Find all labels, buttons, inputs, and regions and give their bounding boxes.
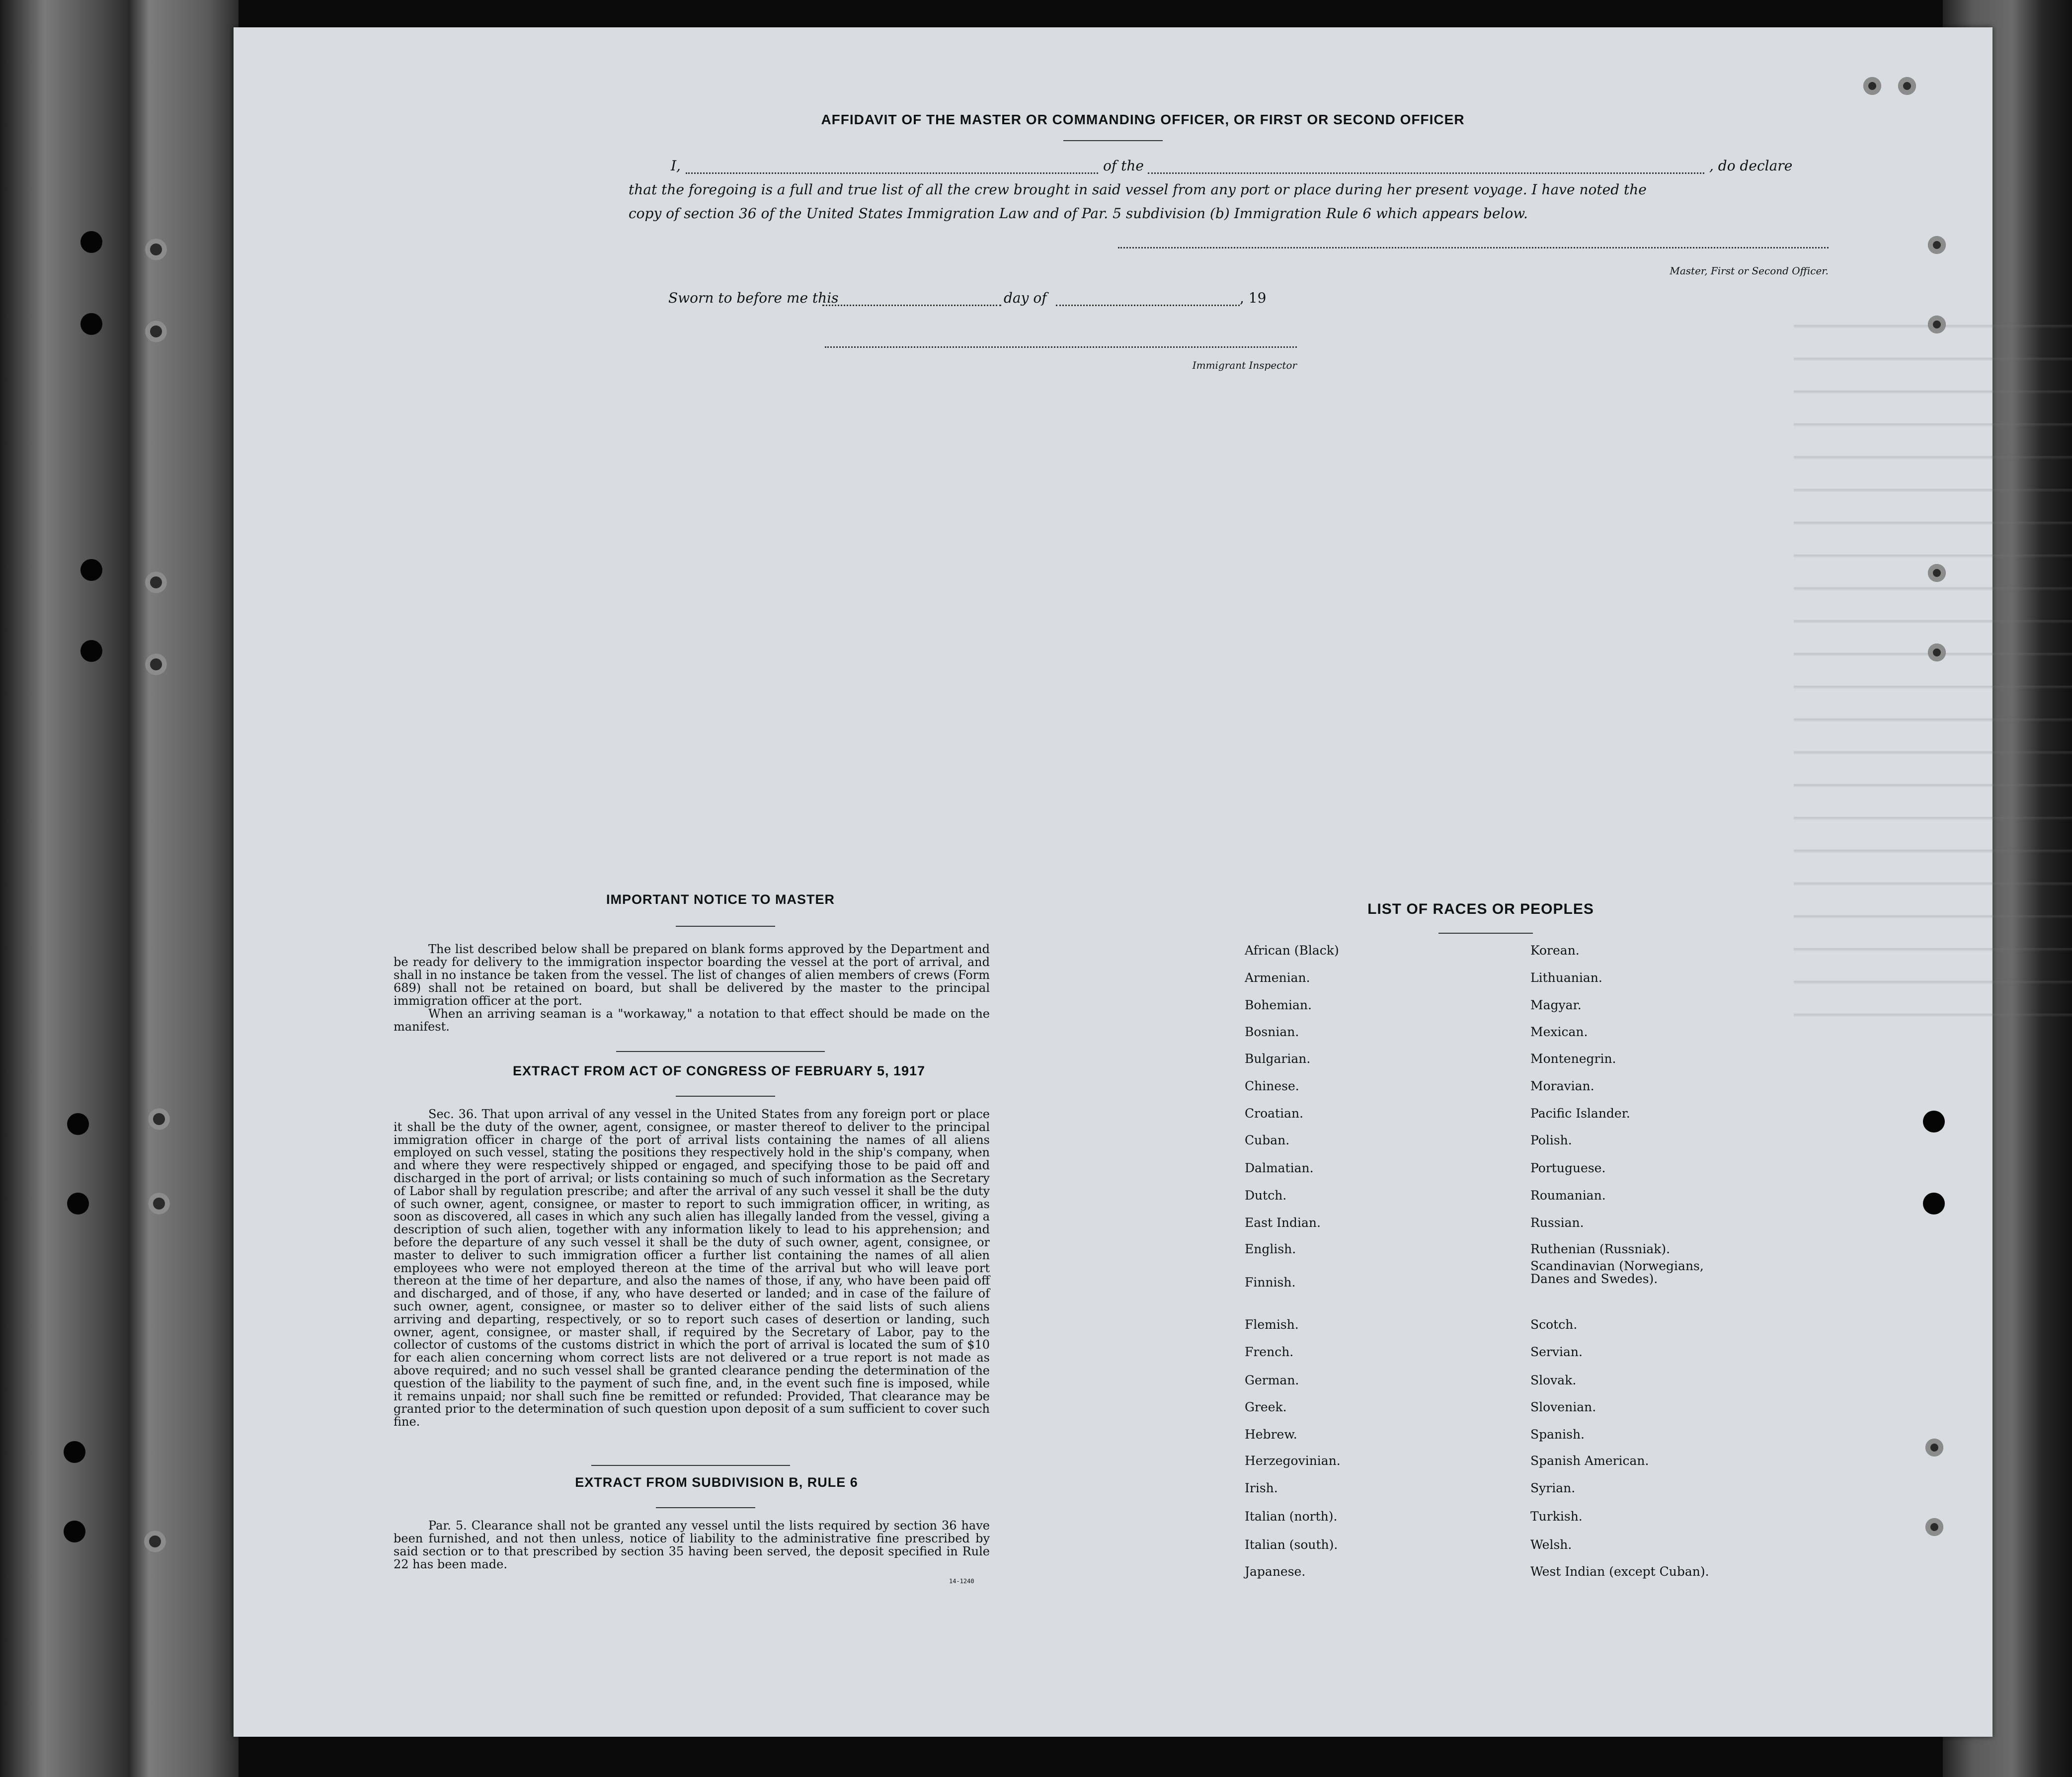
day-of-label: day of [1004, 290, 1047, 306]
race-item: Scandinavian (Norwegians, Danes and Swedes). [1530, 1259, 1704, 1286]
race-item: Lithuanian. [1530, 970, 1602, 985]
race-item: Syrian. [1530, 1481, 1576, 1495]
binder-hole [145, 571, 167, 593]
race-item: Hebrew. [1245, 1427, 1297, 1442]
binder-hole [64, 1441, 85, 1463]
notice-title: IMPORTANT NOTICE TO MASTER [606, 892, 835, 907]
binder-hole [80, 231, 102, 253]
binder-hole [145, 239, 167, 260]
scan-binding-left [0, 0, 239, 1777]
sworn-line [668, 290, 1314, 308]
binder-hole [67, 1193, 89, 1214]
page-hole [1928, 564, 1946, 582]
race-item: African (Black) [1245, 943, 1339, 958]
binder-hole [148, 1193, 170, 1214]
page-hole [1928, 316, 1946, 333]
affidavit-title: AFFIDAVIT OF THE MASTER OR COMMANDING OFFICER, OR FIRST OR SECOND OFFICER [821, 112, 1465, 127]
binder-hole [80, 640, 102, 662]
race-item: Chinese. [1245, 1079, 1299, 1093]
document-page [234, 27, 1992, 1737]
race-item: Irish. [1245, 1481, 1278, 1495]
race-item: English. [1245, 1242, 1296, 1256]
races-title: LIST OF RACES OR PEOPLES [1367, 901, 1594, 917]
race-item: Pacific Islander. [1530, 1106, 1630, 1121]
race-item: Italian (north). [1245, 1509, 1338, 1524]
page-hole [1923, 1193, 1945, 1214]
affidavit-line-3: copy of section 36 of the United States Immigration Law and of Par. 5 subdivision (b) Immigration Rule 6 which appears below. [629, 205, 1528, 222]
page-hole [1923, 1111, 1945, 1132]
race-item: Slovak. [1530, 1373, 1577, 1387]
race-item: French. [1245, 1345, 1294, 1359]
race-item: Magyar. [1530, 998, 1582, 1012]
race-item: West Indian (except Cuban). [1530, 1564, 1709, 1579]
race-item: Bosnian. [1245, 1025, 1299, 1039]
inspector-caption: Immigrant Inspector [1192, 359, 1297, 371]
year-label: , 19 [1240, 290, 1267, 306]
race-item: Moravian. [1530, 1079, 1594, 1093]
notice-paragraph-2: When an arriving seaman is a "workaway," a notation to that effect should be made on the manifest. [394, 1007, 990, 1034]
race-item: Ruthenian (Russniak). [1530, 1242, 1671, 1256]
race-item: Spanish American. [1530, 1454, 1649, 1468]
race-item: Armenian. [1245, 970, 1310, 985]
form-number: 14-1240 [949, 1578, 974, 1585]
divider [1063, 140, 1163, 141]
name-blank [686, 158, 1098, 174]
race-item: Finnish. [1245, 1275, 1296, 1290]
divider [676, 1096, 775, 1097]
race-item: Spanish. [1530, 1427, 1585, 1442]
race-item: Mexican. [1530, 1025, 1588, 1039]
bleed-through-text [1794, 296, 2072, 1041]
race-item: Dalmatian. [1245, 1161, 1314, 1175]
races-right-column [1530, 27, 1809, 1717]
binder-hole [148, 1108, 170, 1130]
notice-paragraph-1: The list described below shall be prepared on blank forms approved by the Department and be ready for delivery to the immigration inspector boarding the vessel at the port of arrival, and shall in no instance be taken from the vessel. The list of changes of alien members of crews (Form 689) shall not be retained on board, but shall be delivered by the master to the principal immigration officer at the port. [394, 942, 990, 1008]
race-item: East Indian. [1245, 1215, 1321, 1230]
binder-hole [67, 1113, 89, 1135]
sworn-label: Sworn to before me this [668, 290, 839, 306]
race-item: German. [1245, 1373, 1299, 1387]
page-hole [1898, 77, 1916, 95]
sworn-month-blank [1056, 290, 1240, 306]
race-item: Bulgarian. [1245, 1051, 1311, 1066]
race-item: Roumanian. [1530, 1188, 1606, 1203]
race-item: Bohemian. [1245, 998, 1312, 1012]
divider [676, 926, 775, 927]
race-item: Italian (south). [1245, 1537, 1338, 1552]
divider [616, 1051, 825, 1052]
race-item: Montenegrin. [1530, 1051, 1616, 1066]
divider [656, 1507, 755, 1508]
act-section-36-text: Sec. 36. That upon arrival of any vessel in the United States from any foreign port or place it shall be the duty of the owner, agent, consignee, or master thereof to deliver to the principal immigration officer in charge of the port of arrival lists containing the names of all aliens employed on such vessel, stating the positions they respectively hold in the ship's company, when and where they were respectively shipped or engaged, and specifying those to be paid off and discharged in the port of arrival; or lists containing so much of such information as the Secretary of Labor shall by regulation prescribe; and after the arrival of any such vessel it shall be the duty of such owner, agent, consignee, or master to report to such immigration officer, in writing, as soon as discovered, all cases in which any such alien has illegally landed from the vessel, giving a description of such alien, together with any information likely to lead to his apprehension; and before the departure of any such vessel it shall be the duty of such owner, agent, consignee, or master to deliver to such immigration officer a further list containing the names of all alien employees who were not employed thereon at the time of the arrival but who will leave port thereon at the time of her departure, and also the names of those, if any, who have been paid off and discharged, and of those, if any, who have deserted or landed; and in case of the failure of such owner, agent, consignee, or master so to deliver either of the said lists of such aliens arriving and departing, respectively, or so to report such cases of desertion or landing, such owner, agent, consignee, or master shall, if required by the Secretary of Labor, pay to the collector of customs of the customs district in which the port of arrival is located the sum of $10 for each alien concerning whom correct lists are not delivered or a true report is not made as above required; and no such vessel shall be granted clearance pending the determination of the question of the liability to the payment of such fine, and, in the event such fine is imposed, while it remains unpaid; nor shall such fine be remitted or refunded: Provided, That clearance may be granted prior to the determination of such question upon deposit of a sum sufficient to cover such fine. [394, 1107, 990, 1429]
sworn-day-blank [822, 290, 1001, 306]
race-item: Portuguese. [1530, 1161, 1606, 1175]
race-item: Herzegovinian. [1245, 1454, 1341, 1468]
race-item: Scotch. [1530, 1317, 1578, 1332]
race-item: Slovenian. [1530, 1400, 1596, 1414]
affidavit-i-label: I, [671, 158, 681, 174]
race-item: Russian. [1530, 1215, 1584, 1230]
divider [591, 1465, 790, 1466]
race-item: Korean. [1530, 943, 1580, 958]
binder-hole [144, 1531, 166, 1552]
rule-paragraph-5-text: Par. 5. Clearance shall not be granted any vessel until the lists required by section 36 have been furnished, and not then unless, notice of liability to the administrative fine prescribed by said section or to that prescribed by section 35 having been served, the deposit specified in Rule 22 has been made. [394, 1519, 990, 1571]
race-item: Flemish. [1245, 1317, 1299, 1332]
do-declare-label: , do declare [1709, 158, 1793, 174]
binder-hole [145, 321, 167, 342]
page-hole [1863, 77, 1881, 95]
race-item: Servian. [1530, 1345, 1583, 1359]
act-extract-title: EXTRACT FROM ACT OF CONGRESS OF FEBRUARY 5, 1917 [512, 1063, 926, 1078]
master-signature-caption: Master, First or Second Officer. [1670, 265, 1829, 277]
affidavit-of-the-label: of the [1103, 158, 1144, 174]
page-hole [1925, 1439, 1943, 1456]
rule-extract-title: EXTRACT FROM SUBDIVISION B, RULE 6 [575, 1475, 858, 1490]
binder-hole [145, 653, 167, 675]
race-item: Welsh. [1530, 1537, 1572, 1552]
race-item: Cuban. [1245, 1133, 1290, 1147]
races-left-column [1245, 27, 1503, 1717]
race-item: Turkish. [1530, 1509, 1583, 1524]
race-item: Dutch. [1245, 1188, 1287, 1203]
page-hole [1928, 644, 1946, 661]
race-item: Japanese. [1245, 1564, 1306, 1579]
page-hole [1928, 236, 1946, 254]
affidavit-line-2: that the foregoing is a full and true list of all the crew brought in said vessel from any port or place during her present voyage. I have noted the [629, 181, 1647, 198]
inspector-signature-line [825, 345, 1297, 348]
race-item: Greek. [1245, 1400, 1287, 1414]
race-item: Polish. [1530, 1133, 1572, 1147]
race-item: Croatian. [1245, 1106, 1304, 1121]
binder-hole [80, 313, 102, 335]
binder-hole [80, 559, 102, 581]
page-hole [1925, 1518, 1943, 1536]
binder-hole [64, 1521, 85, 1542]
